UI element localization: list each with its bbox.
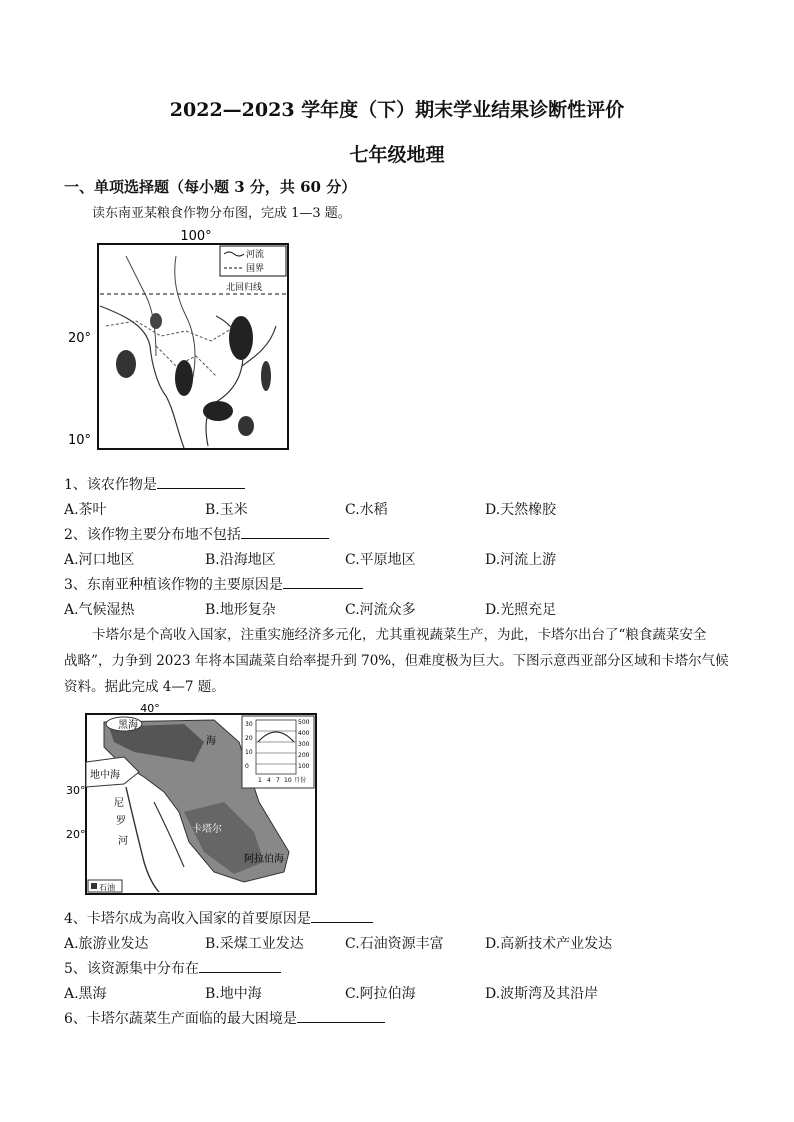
west-asia-map xyxy=(64,702,326,898)
label-black-sea: 黑海 xyxy=(118,720,138,731)
climate-x-tick-10: 10 xyxy=(284,777,292,784)
question-5 xyxy=(64,958,281,978)
passage-line-2: 战略”，力争到 2023 年将本国蔬菜自给率提升到 70%，但难度极为巨大。下图示意西亚部分区域和卡塔尔气候 xyxy=(64,653,729,669)
climate-right-tick-400: 400 xyxy=(298,730,310,737)
passage xyxy=(64,622,736,700)
climate-x-unit: 月份 xyxy=(294,777,307,784)
answer-blank-5[interactable] xyxy=(199,958,281,973)
q5-option-c[interactable]: C.阿拉伯海 xyxy=(345,986,416,1002)
map1-legend-river: 河流 xyxy=(246,250,265,260)
climate-left-tick-0: 0 xyxy=(245,763,249,770)
climate-right-tick-500: 500 xyxy=(298,719,310,726)
map2-lat-30: 30° xyxy=(66,784,86,797)
question-4 xyxy=(64,908,373,928)
passage-line-1: 卡塔尔是个高收入国家，注重实施经济多元化，尤其重视蔬菜生产，为此，卡塔尔出台了“粮食蔬菜安全 xyxy=(92,627,707,643)
map1-lat-20: 20° xyxy=(68,331,92,346)
label-sea: 海 xyxy=(206,736,216,747)
q4-option-d[interactable]: D.高新技术产业发达 xyxy=(485,936,613,952)
label-nile-2: 罗 xyxy=(116,816,126,827)
map2-lon-label: 40° xyxy=(140,702,160,715)
map1-legend-border: 国界 xyxy=(246,264,265,274)
answer-blank-3[interactable] xyxy=(283,574,363,589)
exam-subtitle: 七年级地理 xyxy=(349,144,445,166)
map1-lat-10: 10° xyxy=(68,433,92,448)
climate-right-tick-100: 100 xyxy=(298,763,310,770)
climate-left-tick-30: 30 xyxy=(245,721,253,728)
q2-option-d[interactable]: D.河流上游 xyxy=(485,552,557,568)
q3-option-c[interactable]: C.河流众多 xyxy=(345,602,416,618)
southeast-asia-map xyxy=(66,226,298,456)
map1-lon-label: 100° xyxy=(180,229,212,244)
answer-blank-4[interactable] xyxy=(311,908,373,923)
q2-option-b[interactable]: B.沿海地区 xyxy=(205,552,276,568)
climate-x-tick-1: 1 xyxy=(258,777,262,784)
q2-option-a[interactable]: A.河口地区 xyxy=(64,552,135,568)
q3-option-d[interactable]: D.光照充足 xyxy=(485,602,557,618)
label-nile-3: 河 xyxy=(118,836,128,847)
q1-option-a[interactable]: A.茶叶 xyxy=(64,502,107,518)
q5-option-d[interactable]: D.波斯湾及其沿岸 xyxy=(485,986,599,1002)
climate-x-tick-7: 7 xyxy=(276,777,280,784)
question-2-text: 2、该作物主要分布地不包括 xyxy=(64,527,241,543)
exam-title: 2022—2023 学年度（下）期末学业结果诊断性评价 xyxy=(169,99,625,121)
map2-legend-oil: 石油 xyxy=(99,883,115,892)
q4-option-a[interactable]: A.旅游业发达 xyxy=(64,936,149,952)
climate-right-tick-200: 200 xyxy=(298,752,310,759)
label-arabian-sea: 阿拉伯海 xyxy=(244,854,284,865)
q3-option-a[interactable]: A.气候湿热 xyxy=(64,602,135,618)
question-6-text: 6、卡塔尔蔬菜生产面临的最大困境是 xyxy=(64,1011,297,1027)
q1-option-b[interactable]: B.玉米 xyxy=(205,502,248,518)
q1-option-c[interactable]: C.水稻 xyxy=(345,502,388,518)
question-5-text: 5、该资源集中分布在 xyxy=(64,961,199,977)
answer-blank-6[interactable] xyxy=(297,1008,385,1023)
map1-tropic-label: 北回归线 xyxy=(226,283,263,293)
q1-option-d[interactable]: D.天然橡胶 xyxy=(485,502,557,518)
question-3-text: 3、东南亚种植该作物的主要原因是 xyxy=(64,577,283,593)
label-qatar: 卡塔尔 xyxy=(192,824,222,835)
label-mediterranean: 地中海 xyxy=(90,770,120,781)
climate-left-tick-20: 20 xyxy=(245,735,253,742)
question-3 xyxy=(64,574,363,594)
q4-option-c[interactable]: C.石油资源丰富 xyxy=(345,936,444,952)
section-heading: 一、单项选择题（每小题 3 分，共 60 分） xyxy=(64,178,357,196)
q5-option-a[interactable]: A.黑海 xyxy=(64,986,107,1002)
climate-left-tick-10: 10 xyxy=(245,749,253,756)
question-1 xyxy=(64,474,245,494)
question-1-text: 1、该农作物是 xyxy=(64,477,157,493)
answer-blank-2[interactable] xyxy=(241,524,329,539)
question-4-text: 4、卡塔尔成为高收入国家的首要原因是 xyxy=(64,911,311,927)
section-intro: 读东南亚某粮食作物分布图，完成 1—3 题。 xyxy=(92,206,351,221)
q2-option-c[interactable]: C.平原地区 xyxy=(345,552,416,568)
climate-right-tick-300: 300 xyxy=(298,741,310,748)
climate-x-tick-4: 4 xyxy=(267,777,271,784)
q4-option-b[interactable]: B.采煤工业发达 xyxy=(205,936,304,952)
map2-lat-20: 20° xyxy=(66,828,86,841)
label-nile-1: 尼 xyxy=(114,798,124,809)
passage-line-3: 资料。据此完成 4—7 题。 xyxy=(64,679,225,695)
q5-option-b[interactable]: B.地中海 xyxy=(205,986,262,1002)
q3-option-b[interactable]: B.地形复杂 xyxy=(205,602,276,618)
answer-blank-1[interactable] xyxy=(157,474,245,489)
question-2 xyxy=(64,524,329,544)
question-6 xyxy=(64,1008,385,1028)
